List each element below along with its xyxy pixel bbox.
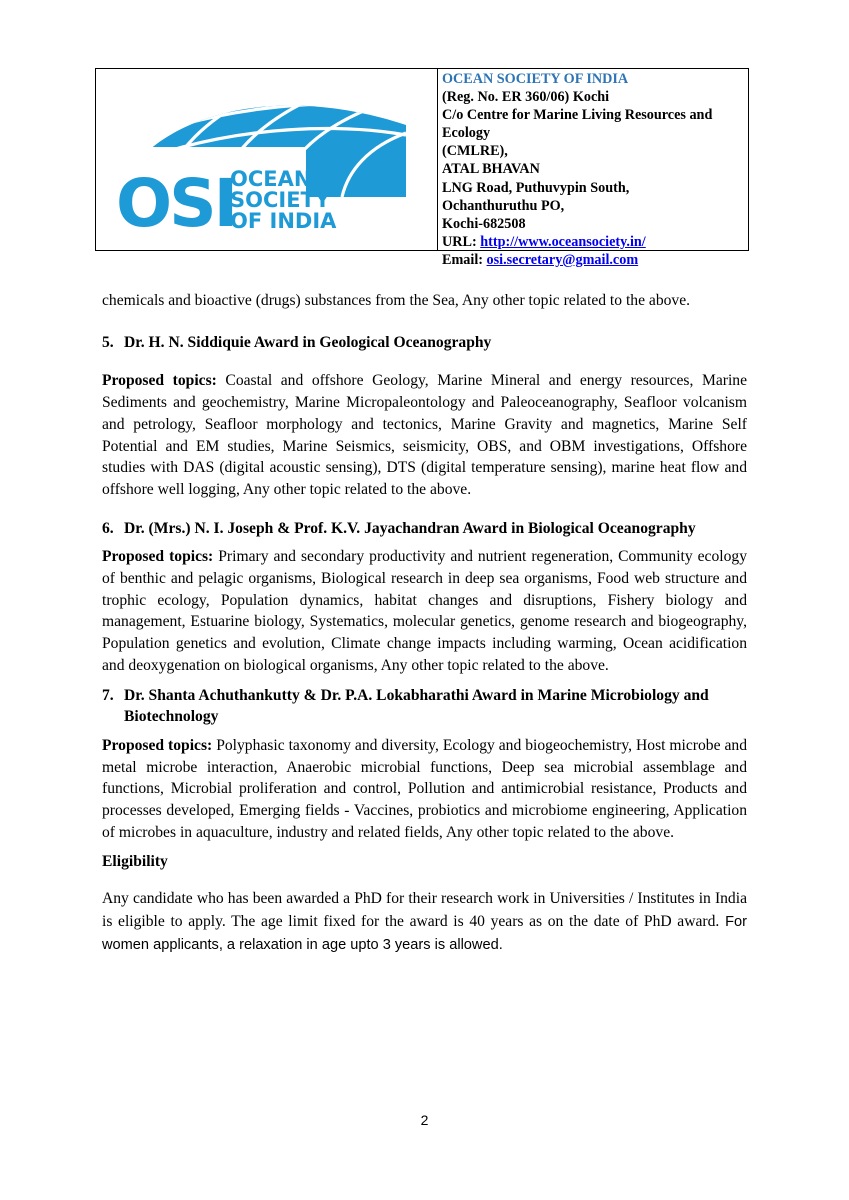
email-line: [442, 251, 744, 269]
section-6-title: Dr. (Mrs.) N. I. Joseph & Prof. K.V. Jayachandran Award in Biological Oceanography: [124, 519, 696, 537]
section-7-paragraph: [102, 735, 747, 844]
section-5-topics: Coastal and offshore Geology, Marine Mineral and energy resources, Marine Sediments and geochemistry, Marine Micropaleontology and Paleoceanography, Seafloor volcanism and petrology, Seafloor morphology and tectonics, Marine Gravity and magnetics, Marine Self Potential and EM studies, Marine Seismics, seismicity, OBS, and OBM investigations, Offshore studies with DAS (digital acoustic sensing), DTS (digital temperature sensing), marine heat flow and offshore well logging, Any other topic related to the above.: [102, 372, 747, 498]
section-7-heading: [102, 685, 747, 728]
section-6-topics-label: Proposed topics:: [102, 548, 214, 566]
section-6-topics: Primary and secondary productivity and nutrient regeneration, Community ecology of benthic and pelagic organisms, Biological research in deep sea organisms, Food web structure and trophic ecology, Population dynamics, habitat changes and disruptions, Fishery biology and management, Estuarine biology, Systematics, molecular genetics, genome research and biogeography, Population genetics and evolution, Climate change impacts including warming, Ocean acidification and deoxygenation on biological organisms, Any other topic related to the above.: [102, 548, 748, 674]
logo-text-line-1: OCEAN: [230, 167, 312, 191]
email-link[interactable]: osi.secretary@gmail.com: [486, 251, 639, 268]
section-6-heading: [102, 518, 747, 540]
section-5-heading: [102, 332, 747, 354]
logo-cell: [96, 69, 438, 250]
section-6-number: 6.: [102, 519, 114, 537]
section-7-topics-label: Proposed topics:: [102, 736, 213, 754]
eligibility-heading: Eligibility: [102, 853, 168, 871]
letterhead: [95, 68, 749, 268]
eligibility-text: Any candidate who has been awarded a PhD for their research work in Universities / Institutes in India is eligible to apply. The age limit fixed for the award is 40 years as on the date of PhD award.: [102, 890, 747, 930]
document-body: [102, 290, 747, 956]
section-7-title: Dr. Shanta Achuthankutty & Dr. P.A. Lokabharathi Award in Marine Microbiology and Biotechnology: [124, 686, 709, 726]
section-5-paragraph: [102, 370, 747, 500]
logo-letters: OSI: [116, 165, 236, 239]
logo-text-line-3: OF INDIA: [230, 209, 337, 233]
address-line-3: ATAL BHAVAN: [442, 161, 540, 178]
url-line: [442, 233, 744, 251]
section-7-number: 7.: [102, 686, 114, 704]
website-link[interactable]: http://www.oceansociety.in/: [480, 233, 646, 250]
email-label: Email:: [442, 251, 487, 268]
org-details: [438, 69, 748, 268]
address-line-1: C/o Centre for Marine Living Resources and Ecology: [442, 107, 713, 142]
section-5-title: Dr. H. N. Siddiquie Award in Geological Oceanography: [124, 333, 492, 351]
address-line-2: (CMLRE),: [442, 143, 508, 160]
logo-text-line-2: SOCIETY: [230, 188, 331, 212]
url-label: URL:: [442, 233, 481, 250]
section-6-paragraph: [102, 546, 747, 676]
eligibility-women-relaxation: For women applicants, a relaxation in age upto 3 years is allowed.: [102, 913, 748, 953]
address-line-5: Ochanthuruthu PO,: [442, 197, 565, 214]
section-7-topics: Polyphasic taxonomy and diversity, Ecology and biogeochemistry, Host microbe and metal microbe interaction, Anaerobic microbial functions, Deep sea microbial assemblage and functions, Microbial proliferation and control, Pollution and antimicrobial resistance, Products and processes developed, Emerging fields - Vaccines, probiotics and microbiome engineering, Application of microbes in aquaculture, industry and related fields, Any other topic related to the above.: [102, 736, 747, 841]
osi-logo: [106, 89, 426, 239]
org-name: OCEAN SOCIETY OF INDIA: [442, 71, 629, 87]
section-5-topics-label: Proposed topics:: [102, 372, 217, 390]
address-line-4: LNG Road, Puthuvypin South,: [442, 179, 630, 196]
section-5-number: 5.: [102, 333, 114, 351]
address-line-6: Kochi-682508: [442, 215, 526, 232]
intro-paragraph: chemicals and bioactive (drugs) substances from the Sea, Any other topic related to the above.: [102, 292, 691, 309]
reg-number: (Reg. No. ER 360/06) Kochi: [442, 89, 610, 106]
page-number: 2: [420, 1112, 429, 1128]
eligibility-paragraph: [102, 888, 747, 956]
